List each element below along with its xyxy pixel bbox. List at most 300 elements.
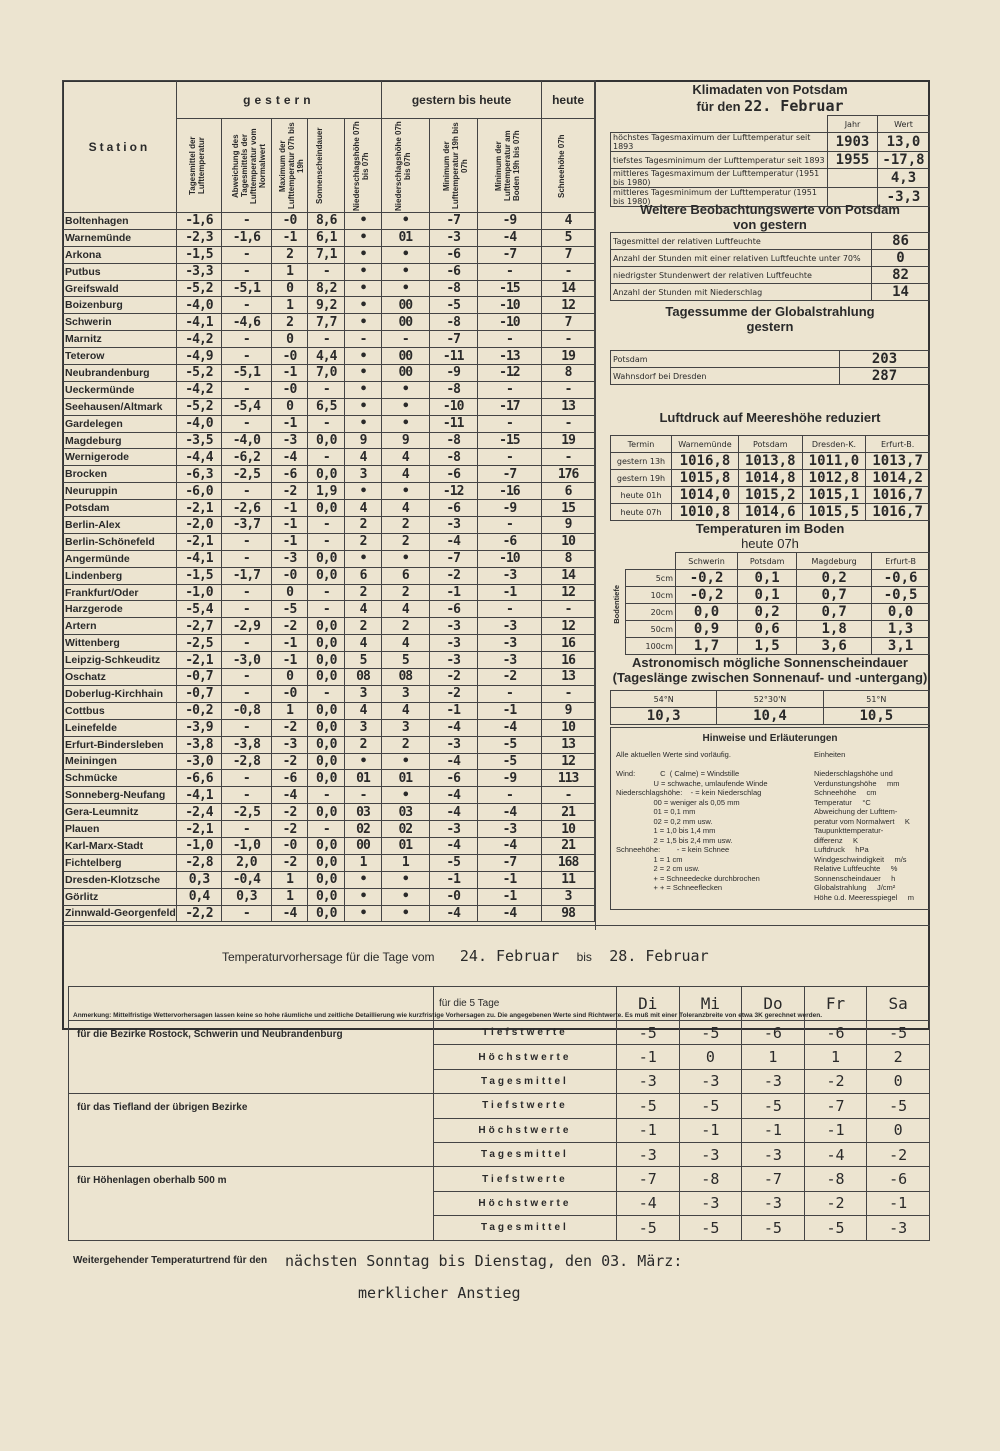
station-value: -1,5	[176, 567, 221, 584]
pressure-title: Luftdruck auf Meereshöhe reduziert	[659, 410, 881, 425]
station-row	[63, 702, 595, 719]
station-row	[63, 331, 595, 348]
station-row	[63, 618, 595, 635]
station-value: 1	[345, 854, 382, 871]
forecast-kind: Tiefstwerte	[433, 1094, 616, 1118]
station-value: -6,3	[176, 466, 221, 483]
column-header	[381, 119, 429, 213]
station-value: -1,6	[176, 213, 221, 230]
station-value: -2	[271, 854, 308, 871]
station-value: •	[381, 246, 429, 263]
station-value: -	[542, 263, 595, 280]
station-value: -6	[429, 770, 477, 787]
column-header-label: Niederschlagshöhe 07h bis 07h	[394, 120, 413, 211]
forecast-value: 2	[867, 1045, 930, 1069]
pressure-term: gestern 19h	[611, 470, 672, 487]
column-header-label: Schneehöhe 07h	[557, 133, 567, 198]
station-value: -2,5	[176, 635, 221, 652]
klima-value: 13,0	[878, 133, 930, 152]
forecast-value: -3	[742, 1191, 805, 1215]
station-value: 1,9	[308, 483, 345, 500]
klima-date: 22. Februar	[744, 97, 844, 115]
station-name: Erfurt-Bindersleben	[63, 736, 177, 753]
station-value: 4	[345, 500, 382, 517]
forecast-day: Do	[742, 987, 805, 1021]
station-value: -4	[271, 787, 308, 804]
soil-value: 1,8	[797, 621, 872, 638]
pressure-header: Termin	[611, 436, 672, 453]
soil-header: Magdeburg	[797, 553, 872, 570]
forecast-region: für die Bezirke Rostock, Schwerin und Neubrandenburg	[69, 1021, 434, 1094]
station-value: •	[381, 381, 429, 398]
station-value: 11	[542, 871, 595, 888]
station-row	[63, 567, 595, 584]
station-value: -	[477, 685, 542, 702]
soil-depth: 10cm	[626, 587, 676, 604]
global-title-block	[610, 304, 930, 334]
station-value: -0	[271, 837, 308, 854]
column-header-label: Abweichung des Tagesmittels der Lufttemperatur vom Normalwert	[231, 127, 268, 204]
station-value: 5	[345, 652, 382, 669]
station-value: -	[222, 601, 272, 618]
station-value: 6	[542, 483, 595, 500]
station-name: Fichtelberg	[63, 854, 177, 871]
station-value: -	[222, 331, 272, 348]
station-name: Leipzig-Schkeuditz	[63, 652, 177, 669]
station-row	[63, 381, 595, 398]
station-row	[63, 415, 595, 432]
global-label: Wahnsdorf bei Dresden	[611, 368, 840, 385]
global-label: Potsdam	[611, 351, 840, 368]
soil-value: 0,1	[738, 587, 797, 604]
notes-left: Alle aktuellen Werte sind vorläufig. Wind: C ( Calme) = Windstille U = schwache, umlaufende Winde Niederschlagshöhe: - = kein Niederschlag 00 = weniger als 0,05 mm 01 = 0,1 mm 02 = 0,2 mm usw. 1 = 1,0 bis 1,4 mm 2 = 1,5 bis 2,4 mm usw. Schneehöhe: - = kein Schnee 1 = 1 cm 2 = 2 cm usw. + = Schneedecke durchbrochen + + = Schneeflecken	[616, 750, 768, 892]
station-name: Berlin-Alex	[63, 517, 177, 534]
station-value: •	[381, 753, 429, 770]
station-value: 0	[271, 669, 308, 686]
station-value: -1	[429, 702, 477, 719]
station-value: -9	[477, 500, 542, 517]
station-name: Gardelegen	[63, 415, 177, 432]
station-name: Schmücke	[63, 770, 177, 787]
station-value: -	[222, 770, 272, 787]
station-value: •	[345, 348, 382, 365]
station-value: 02	[345, 821, 382, 838]
station-table	[62, 80, 595, 922]
station-name: Arkona	[63, 246, 177, 263]
station-value: 4	[381, 601, 429, 618]
further-row	[611, 267, 930, 284]
column-header-label: Sonnenscheindauer	[315, 127, 325, 204]
station-value: -3	[477, 567, 542, 584]
astro-header: 54°N	[611, 691, 717, 708]
station-value: -	[222, 584, 272, 601]
forecast-row	[69, 1094, 930, 1118]
astro-title-block	[610, 655, 930, 685]
pressure-value: 1015,1	[802, 487, 866, 504]
station-value: 0,0	[308, 702, 345, 719]
soil-title-block	[610, 521, 930, 551]
station-value: -	[477, 449, 542, 466]
station-value: 2	[345, 736, 382, 753]
station-value: -4	[477, 719, 542, 736]
station-value: 0,0	[308, 888, 345, 905]
forecast-value: -1	[616, 1045, 679, 1069]
station-name: Oschatz	[63, 669, 177, 686]
station-value: 0	[271, 331, 308, 348]
column-header	[477, 119, 542, 213]
station-value: -1	[429, 584, 477, 601]
station-value: -3	[271, 550, 308, 567]
forecast-value: -1	[742, 1118, 805, 1142]
global-title: Tagessumme der Globalstrahlung	[665, 304, 875, 319]
station-value: -5,1	[222, 365, 272, 382]
station-value: 3	[542, 888, 595, 905]
station-row	[63, 719, 595, 736]
station-value: -	[222, 635, 272, 652]
station-name: Seehausen/Altmark	[63, 398, 177, 415]
soil-value: 1,7	[676, 638, 738, 655]
remark: Anmerkung: Mittelfristige Wettervorhersagen lassen keine so hohe räumliche und zeitliche Detaillierung wie kurzfristige Vorhersagen zu. Die angegebenen Werte sind Richtwerte. Es muß mit einer Toleranzbreite von etwa 3K gerechnet werden.	[73, 1012, 823, 1019]
station-value: •	[345, 483, 382, 500]
station-value: -2,5	[222, 804, 272, 821]
station-value: -3	[477, 652, 542, 669]
station-value: -4	[477, 229, 542, 246]
station-value: 6,1	[308, 229, 345, 246]
station-value: 0,0	[308, 550, 345, 567]
forecast-value: -3	[679, 1069, 742, 1093]
station-name: Potsdam	[63, 500, 177, 517]
station-value: 2	[381, 533, 429, 550]
station-value: -1,0	[176, 837, 221, 854]
forecast-value: -5	[867, 1094, 930, 1118]
station-value: -6	[429, 246, 477, 263]
forecast-day: Mi	[679, 987, 742, 1021]
station-value: 00	[345, 837, 382, 854]
station-row	[63, 365, 595, 382]
station-value: -0	[271, 348, 308, 365]
station-value: 7,1	[308, 246, 345, 263]
station-value: -	[477, 601, 542, 618]
pressure-term: heute 07h	[611, 504, 672, 521]
station-value: -2	[271, 483, 308, 500]
station-value: -5	[477, 736, 542, 753]
soil-header: Erfurt-B	[872, 553, 930, 570]
klima-row	[611, 169, 930, 188]
station-name: Görlitz	[63, 888, 177, 905]
station-value: -12	[477, 365, 542, 382]
station-value: 4	[381, 635, 429, 652]
station-name: Plauen	[63, 821, 177, 838]
station-value: -1	[477, 702, 542, 719]
station-value: -	[477, 331, 542, 348]
station-value: 0,0	[308, 854, 345, 871]
station-value: -1	[271, 415, 308, 432]
station-row	[63, 449, 595, 466]
forecast-intro-line	[222, 947, 709, 965]
station-value: •	[345, 888, 382, 905]
station-name: Neubrandenburg	[63, 365, 177, 382]
station-value: -3,0	[176, 753, 221, 770]
station-value: 0,0	[308, 871, 345, 888]
station-value: -	[308, 584, 345, 601]
soil-value: 1,3	[872, 621, 930, 638]
global-row	[611, 351, 930, 368]
forecast-value: -5	[616, 1021, 679, 1045]
station-value: 16	[542, 635, 595, 652]
group-yesterday-today: gestern bis heute	[381, 81, 541, 119]
station-value: 4	[381, 449, 429, 466]
forecast-value: -3	[679, 1142, 742, 1166]
station-value: •	[345, 297, 382, 314]
station-value: -	[222, 669, 272, 686]
station-value: -9	[477, 770, 542, 787]
forecast-value: -4	[616, 1191, 679, 1215]
station-value: -10	[429, 398, 477, 415]
column-header-label: Minimum der Lufttemperatur 19h bis 07h	[442, 122, 470, 209]
station-value: 2	[381, 517, 429, 534]
soil-value: -0,5	[872, 587, 930, 604]
station-row	[63, 669, 595, 686]
station-value: -2	[429, 669, 477, 686]
station-value: -2,1	[176, 500, 221, 517]
station-name: Gera-Leumnitz	[63, 804, 177, 821]
station-value: -3	[429, 635, 477, 652]
station-row	[63, 736, 595, 753]
soil-header: Potsdam	[738, 553, 797, 570]
forecast-table	[68, 986, 930, 1241]
station-name: Greifswald	[63, 280, 177, 297]
station-value: 00	[381, 314, 429, 331]
forecast-value: 0	[867, 1118, 930, 1142]
station-value: -	[542, 331, 595, 348]
station-value: 0	[271, 584, 308, 601]
station-value: -0,7	[176, 685, 221, 702]
station-value: -3,8	[222, 736, 272, 753]
klima-table	[610, 115, 930, 207]
station-value: 19	[542, 432, 595, 449]
station-value: 5	[381, 652, 429, 669]
station-row	[63, 483, 595, 500]
forecast-kind: Tiefstwerte	[433, 1167, 616, 1191]
column-header-label: Tagesmittel der Lufttemperatur	[187, 136, 206, 195]
station-value: 14	[542, 280, 595, 297]
station-value: -0	[271, 381, 308, 398]
station-value: 4	[381, 500, 429, 517]
station-value: -8	[429, 314, 477, 331]
klima-label: höchstes Tagesmaximum der Lufttemperatur seit 1893	[611, 133, 828, 152]
soil-row	[626, 604, 930, 621]
station-name: Warnemünde	[63, 229, 177, 246]
station-row	[63, 601, 595, 618]
station-value: 0,0	[308, 905, 345, 922]
pressure-value: 1016,8	[672, 453, 739, 470]
station-value: 8,6	[308, 213, 345, 230]
station-value: -	[222, 263, 272, 280]
station-value: -5,2	[176, 398, 221, 415]
station-value: -7	[477, 854, 542, 871]
station-value: -	[222, 685, 272, 702]
further-label: Anzahl der Stunden mit Niederschlag	[611, 284, 872, 301]
pressure-value: 1014,2	[866, 470, 930, 487]
station-row	[63, 263, 595, 280]
station-value: -2	[271, 804, 308, 821]
station-value: -	[308, 517, 345, 534]
station-value: 6	[381, 567, 429, 584]
station-value: -15	[477, 432, 542, 449]
station-value: 02	[381, 821, 429, 838]
station-value: 8	[542, 550, 595, 567]
station-row	[63, 517, 595, 534]
station-value: 0,0	[308, 770, 345, 787]
further-title: Weitere Beobachtungswerte von Potsdam	[640, 202, 900, 217]
station-value: 0,3	[176, 871, 221, 888]
column-header	[345, 119, 382, 213]
soil-depth: 5cm	[626, 570, 676, 587]
station-value: -	[222, 381, 272, 398]
station-value: -	[308, 263, 345, 280]
station-value: -	[542, 415, 595, 432]
global-subtitle: gestern	[746, 319, 794, 334]
pressure-header: Erfurt-B.	[866, 436, 930, 453]
station-value: •	[381, 263, 429, 280]
soil-value: 3,1	[872, 638, 930, 655]
forecast-value: -3	[616, 1142, 679, 1166]
pressure-header: Dresden-K.	[802, 436, 866, 453]
station-value: -4,6	[222, 314, 272, 331]
station-row	[63, 584, 595, 601]
station-value: 9	[381, 432, 429, 449]
station-value: -3,9	[176, 719, 221, 736]
pressure-value: 1015,5	[802, 504, 866, 521]
station-value: -	[222, 415, 272, 432]
further-title-block	[610, 202, 930, 232]
station-value: -13	[477, 348, 542, 365]
station-value: 7,7	[308, 314, 345, 331]
station-value: -2,0	[176, 517, 221, 534]
station-name: Doberlug-Kirchhain	[63, 685, 177, 702]
station-name: Karl-Marx-Stadt	[63, 837, 177, 854]
astro-header: 51°N	[823, 691, 929, 708]
station-value: 13	[542, 736, 595, 753]
station-value: 12	[542, 297, 595, 314]
station-value: -1	[477, 871, 542, 888]
soil-value: 1,5	[738, 638, 797, 655]
station-value: -10	[477, 314, 542, 331]
station-value: -4	[429, 905, 477, 922]
soil-value: 0,0	[676, 604, 738, 621]
station-value: 3	[381, 719, 429, 736]
pressure-term: gestern 13h	[611, 453, 672, 470]
klima-year	[828, 169, 878, 188]
station-value: -	[477, 517, 542, 534]
station-name: Leinefelde	[63, 719, 177, 736]
astro-table	[610, 690, 930, 725]
station-value: 1	[271, 871, 308, 888]
station-value: •	[345, 550, 382, 567]
soil-row	[626, 587, 930, 604]
station-row	[63, 635, 595, 652]
station-value: -5	[429, 854, 477, 871]
station-value: 01	[381, 770, 429, 787]
forecast-kind: Tagesmittel	[433, 1142, 616, 1166]
station-value: 7	[542, 314, 595, 331]
station-value: 1	[271, 297, 308, 314]
station-value: 0,0	[308, 736, 345, 753]
pressure-value: 1015,8	[672, 470, 739, 487]
further-table	[610, 232, 930, 301]
pressure-value: 1016,7	[866, 487, 930, 504]
station-row	[63, 246, 595, 263]
station-value: -	[308, 415, 345, 432]
station-value: -1	[271, 229, 308, 246]
station-value: -6,0	[176, 483, 221, 500]
station-row	[63, 550, 595, 567]
station-value: -2,7	[176, 618, 221, 635]
forecast-value: -3	[679, 1191, 742, 1215]
pressure-value: 1015,2	[738, 487, 802, 504]
forecast-value: -7	[616, 1167, 679, 1191]
astro-value: 10,5	[823, 708, 929, 725]
forecast-value: -1	[804, 1118, 867, 1142]
pressure-value: 1014,0	[672, 487, 739, 504]
pressure-value: 1011,0	[802, 453, 866, 470]
station-name: Boltenhagen	[63, 213, 177, 230]
column-header	[271, 119, 308, 213]
station-row	[63, 685, 595, 702]
forecast-value: -8	[804, 1167, 867, 1191]
station-value: •	[345, 280, 382, 297]
klima-for: für den	[696, 99, 741, 114]
station-value: -	[222, 213, 272, 230]
station-value: -	[477, 415, 542, 432]
station-value: -	[308, 449, 345, 466]
station-name: Sonneberg-Neufang	[63, 787, 177, 804]
station-value: -	[222, 297, 272, 314]
station-value: 21	[542, 804, 595, 821]
station-value: 3	[345, 685, 382, 702]
klima-label: mittleres Tagesminimum der Lufttemperatur (1951 bis 1980)	[611, 188, 828, 207]
station-value: -	[381, 331, 429, 348]
station-value: 0,0	[308, 466, 345, 483]
station-value: •	[345, 213, 382, 230]
station-value: 4	[345, 601, 382, 618]
station-value: -2,2	[176, 905, 221, 922]
pressure-value: 1010,8	[672, 504, 739, 521]
station-value: •	[345, 365, 382, 382]
forecast-value: 1	[742, 1045, 805, 1069]
forecast-row	[69, 1167, 930, 1191]
column-header	[429, 119, 477, 213]
station-value: •	[345, 415, 382, 432]
column-header-label: Minimum der Lufttemperatur am Boden 19h bis 07h	[494, 130, 522, 201]
station-value: -6	[429, 263, 477, 280]
global-table	[610, 350, 930, 385]
station-value: -	[222, 348, 272, 365]
station-value: •	[345, 229, 382, 246]
station-value: -	[308, 685, 345, 702]
forecast-value: -5	[804, 1216, 867, 1240]
soil-value: -0,2	[676, 587, 738, 604]
station-value: -2,8	[176, 854, 221, 871]
station-name: Lindenberg	[63, 567, 177, 584]
station-value: -17	[477, 398, 542, 415]
forecast-kind: Höchstwerte	[433, 1045, 616, 1069]
further-label: niedrigster Stundenwert der relativen Luftfeuchte	[611, 267, 872, 284]
station-value: -2	[271, 821, 308, 838]
astro-header: 52°30'N	[717, 691, 823, 708]
further-value: 86	[872, 233, 930, 250]
station-value: 4	[345, 702, 382, 719]
